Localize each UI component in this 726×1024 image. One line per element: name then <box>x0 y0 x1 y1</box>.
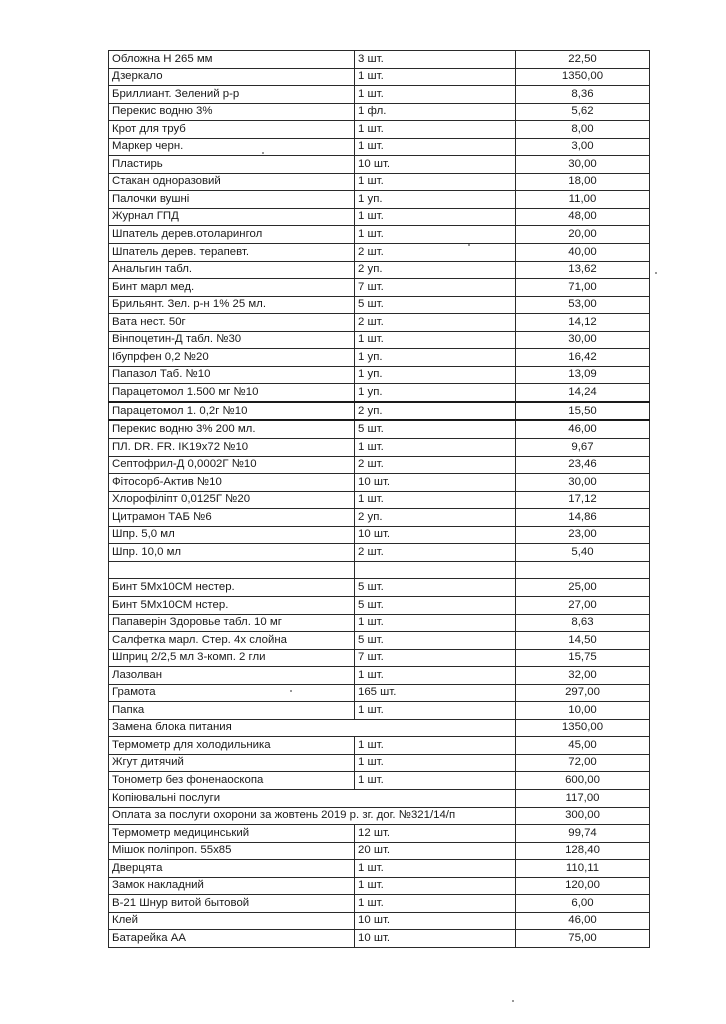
table-row <box>109 632 650 650</box>
table-row <box>109 261 650 279</box>
scan-speck <box>468 244 470 246</box>
item-quantity-cell: 7 шт. <box>355 279 516 297</box>
item-price-cell: 22,50 <box>516 51 650 69</box>
table-row <box>109 702 650 720</box>
item-quantity-cell: 1 шт. <box>355 772 516 790</box>
table-row <box>109 121 650 139</box>
table-row <box>109 244 650 262</box>
item-quantity-cell: 10 шт. <box>355 930 516 948</box>
table-row <box>109 349 650 367</box>
item-name-cell: Замок накладний <box>109 877 355 895</box>
table-row <box>109 156 650 174</box>
item-quantity-cell: 1 фл. <box>355 103 516 121</box>
item-price-cell: 110,11 <box>516 860 650 878</box>
item-name-cell: Термометр для холодильника <box>109 737 355 755</box>
table-row <box>109 103 650 121</box>
item-quantity-cell: 2 уп. <box>355 509 516 527</box>
item-price-cell: 17,12 <box>516 491 650 509</box>
item-price-cell: 20,00 <box>516 226 650 244</box>
item-name-cell: Шпр. 5,0 мл <box>109 526 355 544</box>
item-price-cell: 117,00 <box>516 789 650 807</box>
item-price-cell: 3,00 <box>516 138 650 156</box>
item-price-cell: 297,00 <box>516 684 650 702</box>
table-row <box>109 366 650 384</box>
item-quantity-cell: 12 шт. <box>355 825 516 843</box>
item-name-cell: Перекис водню 3% 200 мл. <box>109 420 355 438</box>
item-quantity-cell: 1 уп. <box>355 349 516 367</box>
item-name-cell: Перекис водню 3% <box>109 103 355 121</box>
table-row <box>109 420 650 438</box>
table-row <box>109 684 650 702</box>
table-row <box>109 86 650 104</box>
item-name-cell: Стакан одноразовий <box>109 173 355 191</box>
item-price-cell: 10,00 <box>516 702 650 720</box>
item-price-cell: 9,67 <box>516 439 650 457</box>
item-name-cell: Цитрамон ТАБ №6 <box>109 509 355 527</box>
item-name-cell: Маркер черн. <box>109 138 355 156</box>
item-price-cell: 25,00 <box>516 579 650 597</box>
table-row <box>109 173 650 191</box>
item-name-cell: Вата нест. 50г <box>109 314 355 332</box>
item-quantity-cell: 5 шт. <box>355 296 516 314</box>
table-row <box>109 825 650 843</box>
item-price-cell: 46,00 <box>516 912 650 930</box>
table-row <box>109 930 650 948</box>
table-row <box>109 279 650 297</box>
table-row <box>109 191 650 209</box>
item-name-cell: Батарейка АА <box>109 930 355 948</box>
item-price-cell: 75,00 <box>516 930 650 948</box>
item-quantity-cell: 1 шт. <box>355 614 516 632</box>
item-quantity-cell: 10 шт. <box>355 156 516 174</box>
item-quantity-cell: 2 шт. <box>355 544 516 562</box>
item-price-cell: 15,50 <box>516 402 650 421</box>
item-quantity-cell: 5 шт. <box>355 632 516 650</box>
table-row <box>109 596 650 614</box>
item-quantity-cell <box>355 561 516 579</box>
item-name-cell: Жгут дитячий <box>109 754 355 772</box>
item-price-cell: 8,36 <box>516 86 650 104</box>
item-price-cell: 30,00 <box>516 156 650 174</box>
item-price-cell: 11,00 <box>516 191 650 209</box>
item-name-cell: Брильянт. Зел. р-н 1% 25 мл. <box>109 296 355 314</box>
table-row <box>109 491 650 509</box>
item-price-cell: 23,46 <box>516 456 650 474</box>
table-row <box>109 384 650 402</box>
item-name-cell: Шпатель дерев. терапевт. <box>109 244 355 262</box>
table-row <box>109 526 650 544</box>
item-quantity-cell: 1 шт. <box>355 226 516 244</box>
item-quantity-cell: 1 шт. <box>355 877 516 895</box>
item-name-cell: Шприц 2/2,5 мл 3-комп. 2 гли <box>109 649 355 667</box>
item-name-cell: Лазолван <box>109 667 355 685</box>
scan-speck <box>262 152 264 154</box>
item-price-cell: 30,00 <box>516 474 650 492</box>
item-price-cell: 5,62 <box>516 103 650 121</box>
item-price-cell: 40,00 <box>516 244 650 262</box>
item-quantity-cell: 1 шт. <box>355 754 516 772</box>
item-quantity-cell: 1 уп. <box>355 384 516 402</box>
item-name-cell: Папка <box>109 702 355 720</box>
item-name-cell: Замена блока питания <box>109 719 516 737</box>
item-name-cell: Фітосорб-Актив №10 <box>109 474 355 492</box>
item-price-cell: 71,00 <box>516 279 650 297</box>
item-name-cell: Вінпоцетин-Д табл. №30 <box>109 331 355 349</box>
item-name-cell: Шпр. 10,0 мл <box>109 544 355 562</box>
item-quantity-cell: 20 шт. <box>355 842 516 860</box>
item-quantity-cell: 7 шт. <box>355 649 516 667</box>
item-quantity-cell: 1 шт. <box>355 702 516 720</box>
item-price-cell: 46,00 <box>516 420 650 438</box>
item-name-cell: Мішок поліпроп. 55х85 <box>109 842 355 860</box>
item-quantity-cell: 2 шт. <box>355 456 516 474</box>
item-quantity-cell: 1 шт. <box>355 491 516 509</box>
item-name-cell: Папаверін Здоровье табл. 10 мг <box>109 614 355 632</box>
table-row <box>109 544 650 562</box>
item-name-cell: Бинт марл мед. <box>109 279 355 297</box>
table-row <box>109 208 650 226</box>
item-quantity-cell: 2 уп. <box>355 402 516 421</box>
item-quantity-cell: 165 шт. <box>355 684 516 702</box>
item-name-cell: Копіювальні послуги <box>109 789 516 807</box>
item-price-cell: 13,62 <box>516 261 650 279</box>
table-row <box>109 719 650 737</box>
item-quantity-cell: 1 шт. <box>355 331 516 349</box>
item-price-cell: 14,12 <box>516 314 650 332</box>
table-row <box>109 226 650 244</box>
item-name-cell: Журнал ГПД <box>109 208 355 226</box>
item-quantity-cell: 1 шт. <box>355 667 516 685</box>
item-price-cell: 27,00 <box>516 596 650 614</box>
item-name-cell: Хлорофіліпт 0,0125Г №20 <box>109 491 355 509</box>
table-row <box>109 402 650 421</box>
item-price-cell: 23,00 <box>516 526 650 544</box>
item-name-cell <box>109 561 355 579</box>
item-name-cell: Пластирь <box>109 156 355 174</box>
item-price-cell: 1350,00 <box>516 68 650 86</box>
purchase-list-body <box>109 51 650 948</box>
item-name-cell: Оплата за послуги охорони за жовтень 2019 р. зг. дог. №321/14/п <box>109 807 516 825</box>
item-quantity-cell: 2 шт. <box>355 314 516 332</box>
item-quantity-cell: 1 шт. <box>355 208 516 226</box>
item-quantity-cell: 1 шт. <box>355 439 516 457</box>
item-name-cell: Ібупрфен 0,2 №20 <box>109 349 355 367</box>
item-quantity-cell: 5 шт. <box>355 420 516 438</box>
item-name-cell: Грамота <box>109 684 355 702</box>
item-name-cell: В-21 Шнур витой бытовой <box>109 895 355 913</box>
item-quantity-cell: 2 уп. <box>355 261 516 279</box>
item-quantity-cell: 10 шт. <box>355 912 516 930</box>
item-name-cell: Бинт 5Мх10СМ нестер. <box>109 579 355 597</box>
item-quantity-cell: 1 уп. <box>355 366 516 384</box>
scan-speck <box>512 1000 514 1002</box>
item-quantity-cell: 1 шт. <box>355 895 516 913</box>
item-name-cell: ПЛ. DR. FR. IK19x72 №10 <box>109 439 355 457</box>
table-row <box>109 579 650 597</box>
item-name-cell: Шпатель дерев.отоларингол <box>109 226 355 244</box>
item-quantity-cell: 2 шт. <box>355 244 516 262</box>
table-row <box>109 649 650 667</box>
item-price-cell: 30,00 <box>516 331 650 349</box>
item-quantity-cell: 10 шт. <box>355 526 516 544</box>
item-price-cell: 13,09 <box>516 366 650 384</box>
table-row <box>109 138 650 156</box>
item-name-cell: Парацетомол 1.500 мг №10 <box>109 384 355 402</box>
item-price-cell: 48,00 <box>516 208 650 226</box>
item-name-cell: Парацетомол 1. 0,2г №10 <box>109 402 355 421</box>
item-price-cell: 5,40 <box>516 544 650 562</box>
item-quantity-cell: 3 шт. <box>355 51 516 69</box>
item-quantity-cell: 1 шт. <box>355 86 516 104</box>
item-name-cell: Папазол Таб. №10 <box>109 366 355 384</box>
item-price-cell: 600,00 <box>516 772 650 790</box>
table-row <box>109 68 650 86</box>
item-quantity-cell: 1 шт. <box>355 737 516 755</box>
table-row <box>109 737 650 755</box>
item-quantity-cell: 5 шт. <box>355 596 516 614</box>
item-name-cell: Тонометр без фоненаоскопа <box>109 772 355 790</box>
item-price-cell: 300,00 <box>516 807 650 825</box>
item-quantity-cell: 1 уп. <box>355 191 516 209</box>
item-price-cell: 128,40 <box>516 842 650 860</box>
item-price-cell: 14,24 <box>516 384 650 402</box>
item-name-cell: Крот для труб <box>109 121 355 139</box>
item-price-cell: 53,00 <box>516 296 650 314</box>
item-name-cell: Обложна Н 265 мм <box>109 51 355 69</box>
item-price-cell: 6,00 <box>516 895 650 913</box>
table-row <box>109 860 650 878</box>
item-name-cell: Септофрил-Д 0,0002Г №10 <box>109 456 355 474</box>
scan-speck <box>655 272 657 274</box>
item-price-cell: 14,50 <box>516 632 650 650</box>
table-row <box>109 754 650 772</box>
item-quantity-cell: 1 шт. <box>355 68 516 86</box>
item-price-cell: 1350,00 <box>516 719 650 737</box>
table-row <box>109 807 650 825</box>
table-row <box>109 439 650 457</box>
item-quantity-cell: 5 шт. <box>355 579 516 597</box>
item-price-cell: 72,00 <box>516 754 650 772</box>
item-price-cell: 16,42 <box>516 349 650 367</box>
item-name-cell: Клей <box>109 912 355 930</box>
table-row <box>109 474 650 492</box>
table-row <box>109 51 650 69</box>
purchase-list-table <box>108 50 650 948</box>
item-name-cell: Палочки вушні <box>109 191 355 209</box>
item-quantity-cell: 1 шт. <box>355 138 516 156</box>
item-price-cell: 45,00 <box>516 737 650 755</box>
item-quantity-cell: 1 шт. <box>355 173 516 191</box>
table-row <box>109 296 650 314</box>
table-row <box>109 789 650 807</box>
item-quantity-cell: 1 шт. <box>355 860 516 878</box>
item-price-cell: 15,75 <box>516 649 650 667</box>
table-row <box>109 772 650 790</box>
table-row <box>109 877 650 895</box>
table-row <box>109 456 650 474</box>
item-name-cell: Салфетка марл. Стер. 4х слойна <box>109 632 355 650</box>
table-row <box>109 509 650 527</box>
item-name-cell: Бриллиант. Зелений р-р <box>109 86 355 104</box>
scan-speck <box>290 690 292 692</box>
item-price-cell: 32,00 <box>516 667 650 685</box>
item-name-cell: Анальгин табл. <box>109 261 355 279</box>
table-row <box>109 614 650 632</box>
table-row <box>109 842 650 860</box>
item-name-cell: Дверцята <box>109 860 355 878</box>
item-name-cell: Бинт 5Мх10СМ нстер. <box>109 596 355 614</box>
table-row <box>109 314 650 332</box>
table-row <box>109 895 650 913</box>
table-row <box>109 561 650 579</box>
item-name-cell: Дзеркало <box>109 68 355 86</box>
item-price-cell: 120,00 <box>516 877 650 895</box>
item-price-cell: 8,63 <box>516 614 650 632</box>
item-price-cell: 8,00 <box>516 121 650 139</box>
item-price-cell <box>516 561 650 579</box>
item-price-cell: 99,74 <box>516 825 650 843</box>
item-price-cell: 14,86 <box>516 509 650 527</box>
item-name-cell: Термометр медицинський <box>109 825 355 843</box>
item-quantity-cell: 1 шт. <box>355 121 516 139</box>
item-quantity-cell: 10 шт. <box>355 474 516 492</box>
item-price-cell: 18,00 <box>516 173 650 191</box>
table-row <box>109 667 650 685</box>
table-row <box>109 912 650 930</box>
table-row <box>109 331 650 349</box>
